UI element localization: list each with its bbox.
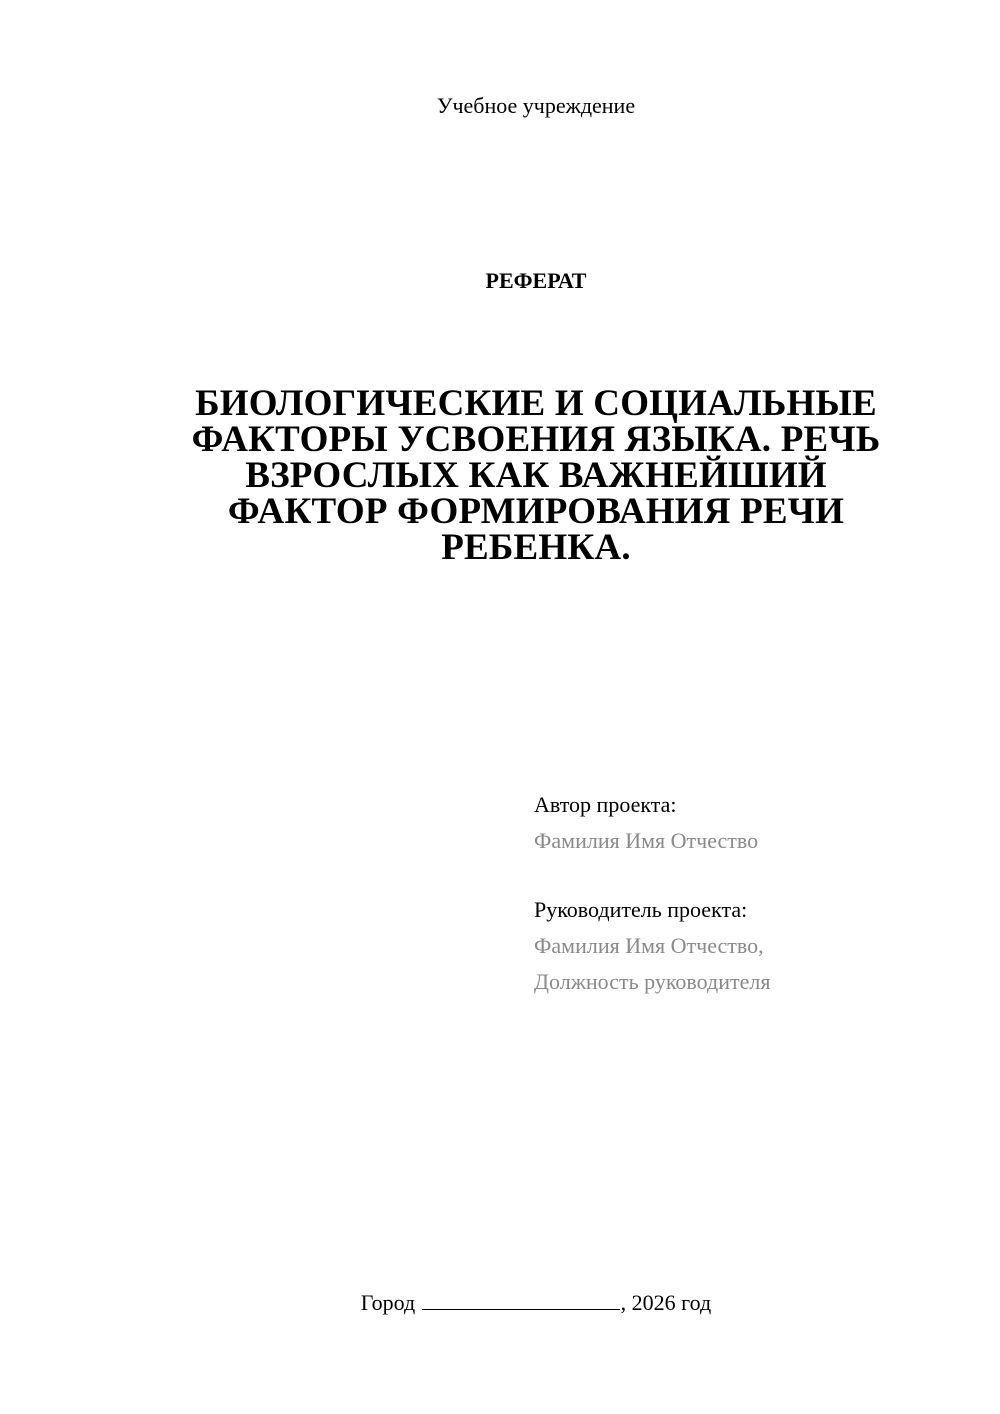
supervisor-name: Фамилия Имя Отчество, [534, 933, 764, 958]
document-type: РЕФЕРАТ [485, 268, 587, 293]
supervisor-label: Руководитель проекта: [534, 897, 748, 922]
city-label: Город [360, 1290, 416, 1315]
supervisor-position: Должность руководителя [534, 969, 771, 994]
author-name: Фамилия Имя Отчество [534, 828, 759, 853]
document-title: БИОЛОГИЧЕСКИЕ И СОЦИАЛЬНЫЕ ФАКТОРЫ УСВОЕНИЯ ЯЗЫКА. РЕЧЬ ВЗРОСЛЫХ КАК ВАЖНЕЙШИЙ ФАКТОР ФОРМИРОВАНИЯ РЕЧИ РЕБЕНКА. [191, 383, 881, 568]
institution-name: Учебное учреждение [436, 93, 636, 118]
year-text: , 2026 год [620, 1290, 712, 1315]
city-blank-line [422, 1290, 620, 1310]
footer-city-year [0, 1288, 1000, 1318]
author-label: Автор проекта: [534, 792, 677, 817]
project-info [534, 787, 974, 1000]
spacer [534, 859, 974, 892]
